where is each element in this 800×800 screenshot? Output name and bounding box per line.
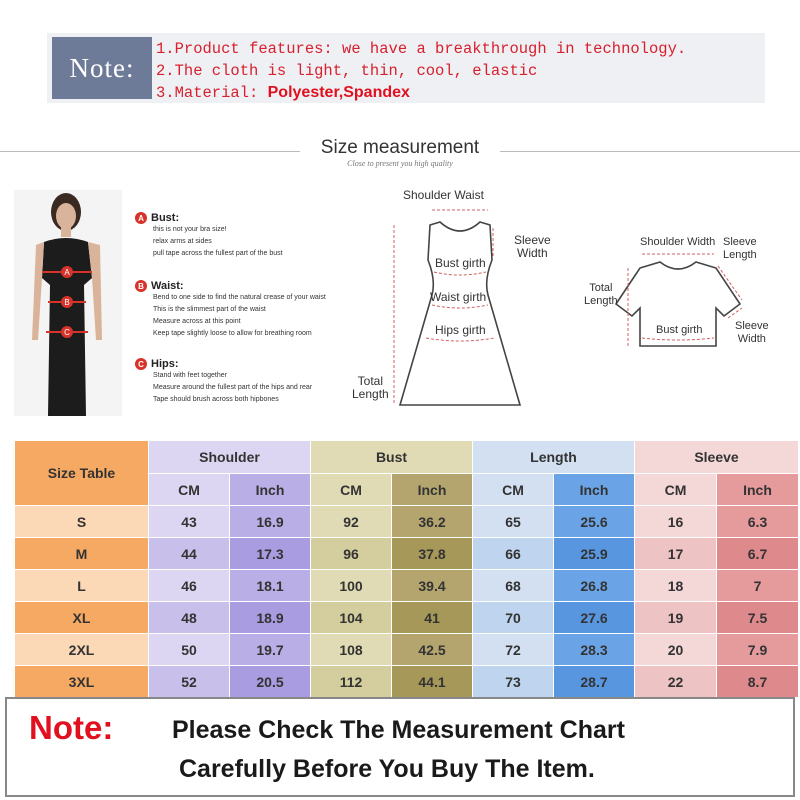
figure-marker-a: A [64,268,70,277]
table-cell: 100 [311,570,392,602]
group-header-bust: Bust [311,441,473,474]
table-row [15,634,799,666]
dress-shoulder-waist-label: Shoulder Waist [403,188,484,202]
table-cell: 20.5 [230,666,311,698]
table-cell: 18.1 [230,570,311,602]
table-cell: 36.2 [392,506,473,538]
dress-waist-girth-label: Waist girth [430,290,487,304]
waist-badge: B [135,280,147,292]
table-cell: 19.7 [230,634,311,666]
unit-header: CM [311,474,392,506]
bottom-note-line-1: Please Check The Measurement Chart [172,716,625,744]
bust-title: Bust: [151,212,180,224]
table-cell: 6.7 [717,538,799,570]
hips-instructions [135,358,375,406]
unit-header: Inch [554,474,635,506]
unit-header: CM [635,474,717,506]
waist-instructions [135,280,375,340]
bottom-note-line-2: Carefully Before You Buy The Item. [179,755,595,783]
table-cell: 16 [635,506,717,538]
table-cell: 17.3 [230,538,311,570]
table-row [15,602,799,634]
table-cell: 7 [717,570,799,602]
table-cell: 43 [149,506,230,538]
table-cell: 17 [635,538,717,570]
tshirt-shoulder-width-label: Shoulder Width [640,236,716,248]
table-cell: 6.3 [717,506,799,538]
table-cell: 66 [473,538,554,570]
tshirt-bust-girth-label: Bust girth [656,324,703,336]
table-cell: 28.3 [554,634,635,666]
unit-header: CM [149,474,230,506]
size-cell: S [15,506,149,538]
figure-marker-c: C [64,328,70,337]
table-cell: 108 [311,634,392,666]
figure-marker-b: B [64,298,70,307]
material-value: Polyester,Spandex [267,84,410,101]
hips-line: Tape should brush across both hipbones [153,396,279,403]
unit-header: Inch [392,474,473,506]
table-cell: 44 [149,538,230,570]
dress-sleeve-width-label: Sleeve Width [514,233,551,260]
dress-outline [380,180,560,430]
table-cell: 20 [635,634,717,666]
table-cell: 112 [311,666,392,698]
table-cell: 48 [149,602,230,634]
bust-badge: A [135,212,147,224]
bust-line: relax arms at sides [153,238,212,245]
bust-instructions [135,212,375,260]
table-cell: 8.7 [717,666,799,698]
size-cell: XL [15,602,149,634]
dress-hips-girth-label: Hips girth [435,323,486,337]
table-cell: 68 [473,570,554,602]
table-cell: 22 [635,666,717,698]
size-cell: M [15,538,149,570]
table-cell: 72 [473,634,554,666]
size-cell: 3XL [15,666,149,698]
tshirt-sleeve-length-label: Sleeve Length [723,236,757,261]
table-cell: 70 [473,602,554,634]
table-cell: 41 [392,602,473,634]
feature-line-3 [156,84,410,102]
tshirt-total-length-label: Total Length [584,282,618,307]
waist-line: Bend to one side to find the natural crease of your waist [153,294,326,301]
table-cell: 7.5 [717,602,799,634]
table-row [15,538,799,570]
table-row [15,506,799,538]
dress-bust-girth-label: Bust girth [435,256,486,270]
table-cell: 25.6 [554,506,635,538]
size-table [14,440,799,698]
table-cell: 96 [311,538,392,570]
group-header-sleeve: Sleeve [635,441,799,474]
unit-header: Inch [717,474,799,506]
group-header-shoulder: Shoulder [149,441,311,474]
waist-line: This is the slimmest part of the waist [153,306,266,313]
size-cell: 2XL [15,634,149,666]
table-cell: 50 [149,634,230,666]
unit-header: CM [473,474,554,506]
bust-line: pull tape across the fullest part of the bust [153,250,283,257]
bottom-note [5,697,795,797]
unit-header: Inch [230,474,311,506]
size-measurement-subtitle: Close to present you high quality [347,159,453,168]
tshirt-sleeve-width-label: Sleeve Width [735,320,769,345]
size-table-corner: Size Table [15,441,149,506]
size-measurement-title: Size measurement [320,137,480,158]
table-cell: 25.9 [554,538,635,570]
table-cell: 16.9 [230,506,311,538]
waist-line: Measure across at this point [153,318,241,325]
model-figure [14,190,122,416]
tshirt-diagram [580,228,790,418]
table-cell: 39.4 [392,570,473,602]
note-label: Note: [52,37,152,99]
feature-line-1: 1.Product features: we have a breakthrough in technology. [156,40,687,58]
table-cell: 37.8 [392,538,473,570]
waist-line: Keep tape slightly loose to allow for breathing room [153,330,312,337]
table-cell: 104 [311,602,392,634]
hips-title: Hips: [151,358,179,370]
table-cell: 65 [473,506,554,538]
table-cell: 44.1 [392,666,473,698]
size-cell: L [15,570,149,602]
table-cell: 19 [635,602,717,634]
table-cell: 92 [311,506,392,538]
table-row [15,570,799,602]
bust-line: this is not your bra size! [153,226,227,233]
dress-diagram [352,180,560,430]
table-cell: 18.9 [230,602,311,634]
dress-total-length-label: Total Length [352,374,389,401]
table-cell: 18 [635,570,717,602]
table-cell: 52 [149,666,230,698]
table-cell: 46 [149,570,230,602]
waist-title: Waist: [151,280,184,292]
table-cell: 42.5 [392,634,473,666]
table-cell: 73 [473,666,554,698]
hips-line: Measure around the fullest part of the hips and rear [153,384,313,391]
table-cell: 28.7 [554,666,635,698]
table-cell: 7.9 [717,634,799,666]
table-cell: 27.6 [554,602,635,634]
feature-line-2: 2.The cloth is light, thin, cool, elastic [156,62,538,80]
table-row [15,666,799,698]
table-cell: 26.8 [554,570,635,602]
bottom-note-label: Note: [29,709,114,746]
group-header-length: Length [473,441,635,474]
hips-badge: C [135,358,147,370]
hips-line: Stand with feet together [153,372,227,379]
material-prefix: 3.Material: [156,84,268,102]
